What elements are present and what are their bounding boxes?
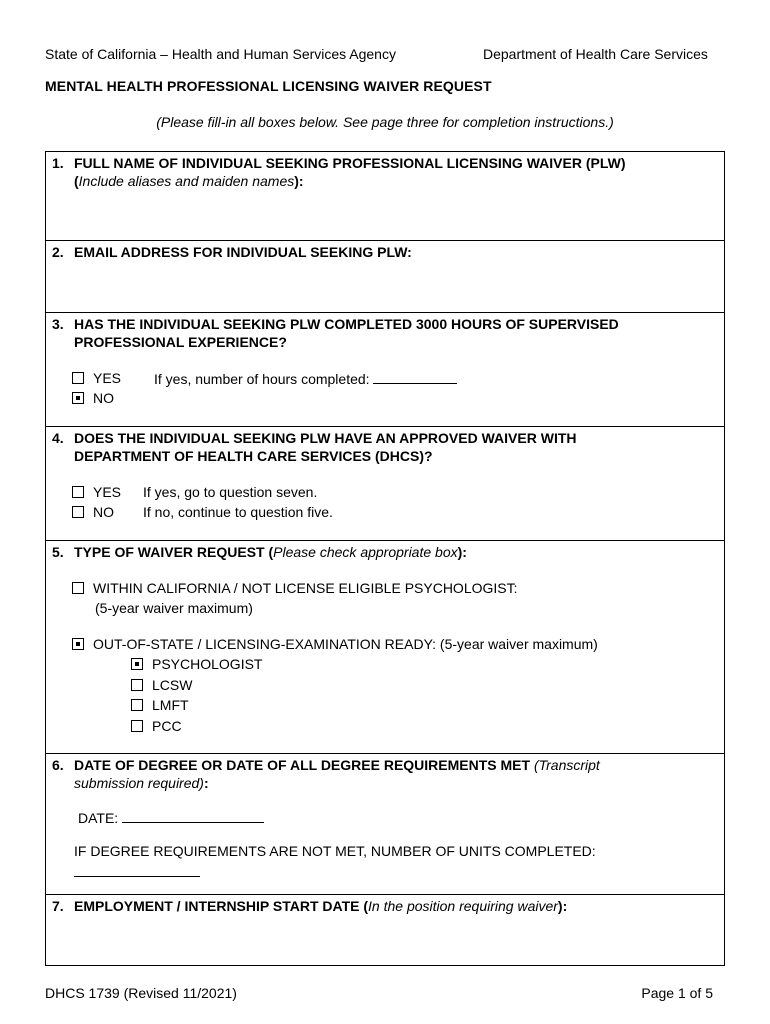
q5-out-of-state-label: OUT-OF-STATE / LICENSING-EXAMINATION READY: (5-year waiver maximum) [93,636,598,652]
q3-hours-prompt: If yes, number of hours completed: [154,369,457,388]
section-email[interactable] [46,241,724,313]
q5-within-ca-option[interactable] [72,579,518,597]
q6-units-prompt: IF DEGREE REQUIREMENTS ARE NOT MET, NUMBER OF UNITS COMPLETED: [74,843,596,859]
q5-within-ca-sublabel: (5-year waiver maximum) [95,600,253,616]
q4-no-option[interactable] [72,503,114,521]
q4-yes-option[interactable] [72,483,121,501]
form-title: MENTAL HEALTH PROFESSIONAL LICENSING WAIVER REQUEST [45,78,492,94]
question-title: DATE OF DEGREE OR DATE OF ALL DEGREE REQUIREMENTS MET [74,757,531,773]
q5-psychologist-option[interactable] [131,655,262,673]
section-full-name[interactable]: 1. FULL NAME OF INDIVIDUAL SEEKING PROFESSIONAL LICENSING WAIVER (PLW) (Include aliases and maiden names): [46,152,724,241]
q3-hours-field[interactable] [373,369,457,384]
q3-yes-label: YES [93,370,122,386]
section-approved-waiver [46,427,724,541]
question-note: Include aliases and maiden names [78,173,295,189]
q6-date-label: DATE: [78,810,119,826]
q4-yes-checkbox[interactable] [72,486,84,498]
q5-lcsw-checkbox[interactable] [131,679,143,691]
question-title: EMPLOYMENT / INTERNSHIP START DATE [74,898,360,914]
question-number: 7. [52,898,64,914]
q5-pcc-option[interactable] [131,717,182,735]
q4-no-label: NO [93,504,114,520]
question-note: In the position requiring waiver [368,898,558,914]
q3-yes-checkbox[interactable] [72,372,84,384]
question-number: 4. [52,430,64,446]
q5-psychologist-checkbox[interactable] [131,658,143,670]
q5-lmft-option[interactable] [131,696,189,714]
question-number: 5. [52,544,64,560]
q6-date-field[interactable] [122,808,264,823]
q5-within-ca-label: WITHIN CALIFORNIA / NOT LICENSE ELIGIBLE PSYCHOLOGIST: [93,580,518,596]
section-start-date[interactable]: 7. EMPLOYMENT / INTERNSHIP START DATE (In the position requiring waiver): [52,898,568,914]
question-title-line1: DOES THE INDIVIDUAL SEEKING PLW HAVE AN APPROVED WAIVER WITH [74,430,577,446]
q5-lmft-checkbox[interactable] [131,699,143,711]
question-number: 6. [52,757,64,773]
form-box [45,151,725,966]
agency-name: State of California – Health and Human Services Agency [45,46,396,62]
question-number: 1. [52,155,64,171]
form-instructions: (Please fill-in all boxes below. See page three for completion instructions.) [156,114,614,130]
q5-lmft-label: LMFT [152,697,189,713]
q5-within-ca-checkbox[interactable] [72,582,84,594]
question-title: TYPE OF WAIVER REQUEST [74,544,265,560]
q5-out-of-state-option[interactable] [72,635,598,653]
q6-date-row [78,808,264,827]
question-title: EMAIL ADDRESS FOR INDIVIDUAL SEEKING PLW: [74,244,412,260]
question-title-line2: PROFESSIONAL EXPERIENCE? [74,334,287,350]
department-name: Department of Health Care Services [483,46,708,62]
q3-no-option[interactable] [72,389,114,407]
question-number: 2. [52,244,64,260]
q3-yes-option[interactable] [72,369,121,387]
question-title-line2: DEPARTMENT OF HEALTH CARE SERVICES (DHCS)? [74,448,433,464]
question-note-line2: submission required) [74,775,204,791]
q4-yes-label: YES [93,484,122,500]
page-number: Page 1 of 5 [641,985,713,1001]
q4-yes-note: If yes, go to question seven. [143,484,318,500]
section-supervised-hours [46,313,724,427]
q6-units-field[interactable] [74,862,200,877]
question-note-line1: (Transcript [533,757,600,773]
question-title: FULL NAME OF INDIVIDUAL SEEKING PROFESSIONAL LICENSING WAIVER (PLW) [74,155,626,171]
q5-pcc-label: PCC [152,718,182,734]
q5-pcc-checkbox[interactable] [131,720,143,732]
form-id: DHCS 1739 (Revised 11/2021) [45,985,237,1001]
q5-lcsw-option[interactable] [131,676,192,694]
q5-lcsw-label: LCSW [152,677,193,693]
q5-psychologist-label: PSYCHOLOGIST [152,656,263,672]
section-waiver-type: 5. TYPE OF WAIVER REQUEST (Please check appropriate box): WITHIN CALIFORNIA / NOT LICENSE ELIGIBLE PSYCHOLOGIST: (5-year waiver maximum) OUT-OF-STATE / LICENSING-EXAMINATION READY: (5-year waiver maximum) PSYCHOLOGIST LCSW LMFT PCC [46,541,724,754]
q4-no-note: If no, continue to question five. [143,504,333,520]
q4-no-checkbox[interactable] [72,506,84,518]
section-degree-date: 6. DATE OF DEGREE OR DATE OF ALL DEGREE REQUIREMENTS MET (Transcript submission required): DATE: IF DEGREE REQUIREMENTS ARE NOT MET, NUMBER OF UNITS COMPLETED: [46,754,724,895]
question-note: Please check appropriate box [273,544,458,560]
question-number: 3. [52,316,64,332]
q3-no-checkbox[interactable] [72,392,84,404]
question-title-line1: HAS THE INDIVIDUAL SEEKING PLW COMPLETED 3000 HOURS OF SUPERVISED [74,316,619,332]
q5-out-of-state-checkbox[interactable] [72,638,84,650]
q3-no-label: NO [93,390,114,406]
